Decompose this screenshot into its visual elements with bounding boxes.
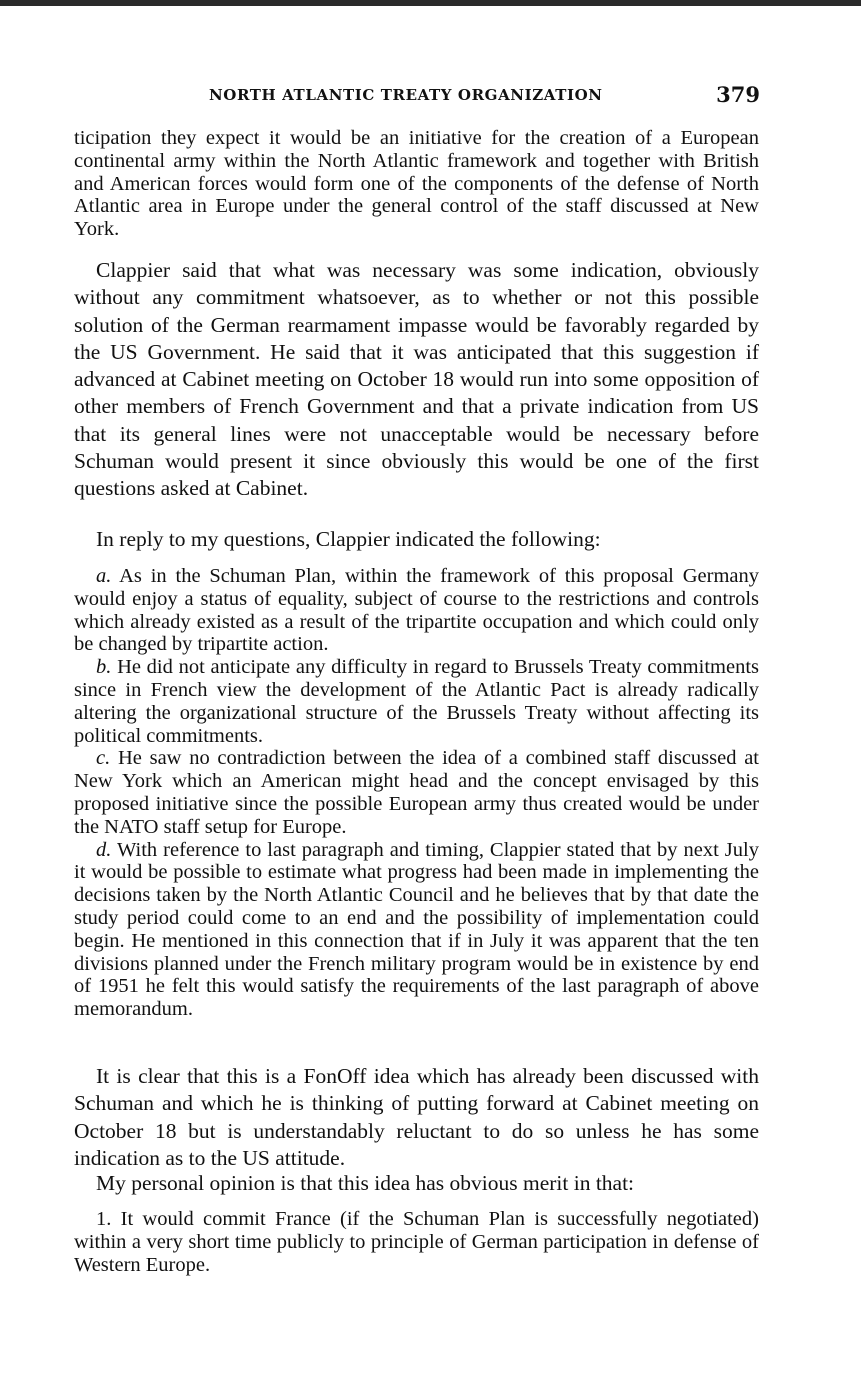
item-text: As in the Schuman Plan, within the framework of this proposal Germany would enjoy a status of equality, subject of course to the restrictions and controls which already existed as a result of the tripartite occupation and which could only be changed by tripartite action. — [74, 565, 759, 656]
item-text: He did not anticipate any difficulty in regard to Brussels Treaty commitments since in French view the development of the Atlantic Pact is already radically altering the organizational structure of the Brussels Treaty without affecting its political commitments. — [74, 656, 759, 747]
page-number: 379 — [716, 82, 760, 107]
paragraph-personal-opinion: My personal opinion is that this idea has obvious merit in that: — [96, 1171, 635, 1195]
list-item-c — [74, 747, 759, 838]
item-letter: b. — [96, 656, 112, 679]
list-item-d — [74, 839, 759, 1021]
list-item-a — [74, 565, 759, 656]
item-text: He saw no contradiction between the idea of a combined staff discussed at New York which an American might head and the concept envisaged by this proposed initiative since the possible European army thus created would be under the NATO staff setup for Europe. — [74, 747, 760, 838]
item-letter: c. — [96, 747, 111, 770]
running-title: NORTH ATLANTIC TREATY ORGANIZATION — [209, 86, 603, 104]
list-item-b — [74, 656, 759, 747]
running-head — [74, 82, 764, 112]
paragraph-clappier-indication: Clappier said that what was necessary was some indication, obviously without any commitment whatsoever, as to whether or not this possible solution of the German rearmament impasse would be favorably regarded by the US Government. He said that it was anticipated that this suggestion if advanced at Cabinet meeting on October 18 would run into some opposition of other members of French Government and that a private indication from US that its general lines were not unacceptable would be necessary before Schuman would present it since obviously this would be one of the first questions asked at Cabinet. — [74, 258, 759, 501]
item-letter: a. — [96, 565, 112, 587]
item-text: With reference to last paragraph and timing, Clappier stated that by next July it would be possible to estimate what progress had been made in implementing the decisions taken by the North Atlantic Council and he believes that by that date the study period could come to an end and the possibility of implementation could begin. He mentioned in this connection that if in July it was apparent that the ten divisions planned under the French military program would be in existence by end of 1951 he felt this would satisfy the requirements of the last paragraph of above memorandum. — [74, 838, 759, 1021]
lettered-list — [74, 565, 759, 1021]
paragraph-point-one: 1. It would commit France (if the Schuman Plan is successfully negotiated) within a very short time publicly to principle of German participation in defense of Western Europe. — [74, 1208, 759, 1276]
top-border-rule — [0, 0, 861, 6]
item-letter: d. — [96, 838, 112, 861]
paragraph-fonoff-idea: It is clear that this is a FonOff idea which has already been discussed with Schuman and which he is thinking of putting forward at Cabinet meeting on October 18 but is understandably reluctant to do so unless he has some indication as to the US attitude. — [74, 1064, 759, 1170]
paragraph-continuation: ticipation they expect it would be an initiative for the creation of a European continental army within the North Atlantic framework and together with British and American forces would form one of the components of the defense of North Atlantic area in Europe under the general control of the staff discussed at New York. — [74, 127, 759, 241]
paragraph-reply-intro: In reply to my questions, Clappier indicated the following: — [96, 527, 601, 551]
